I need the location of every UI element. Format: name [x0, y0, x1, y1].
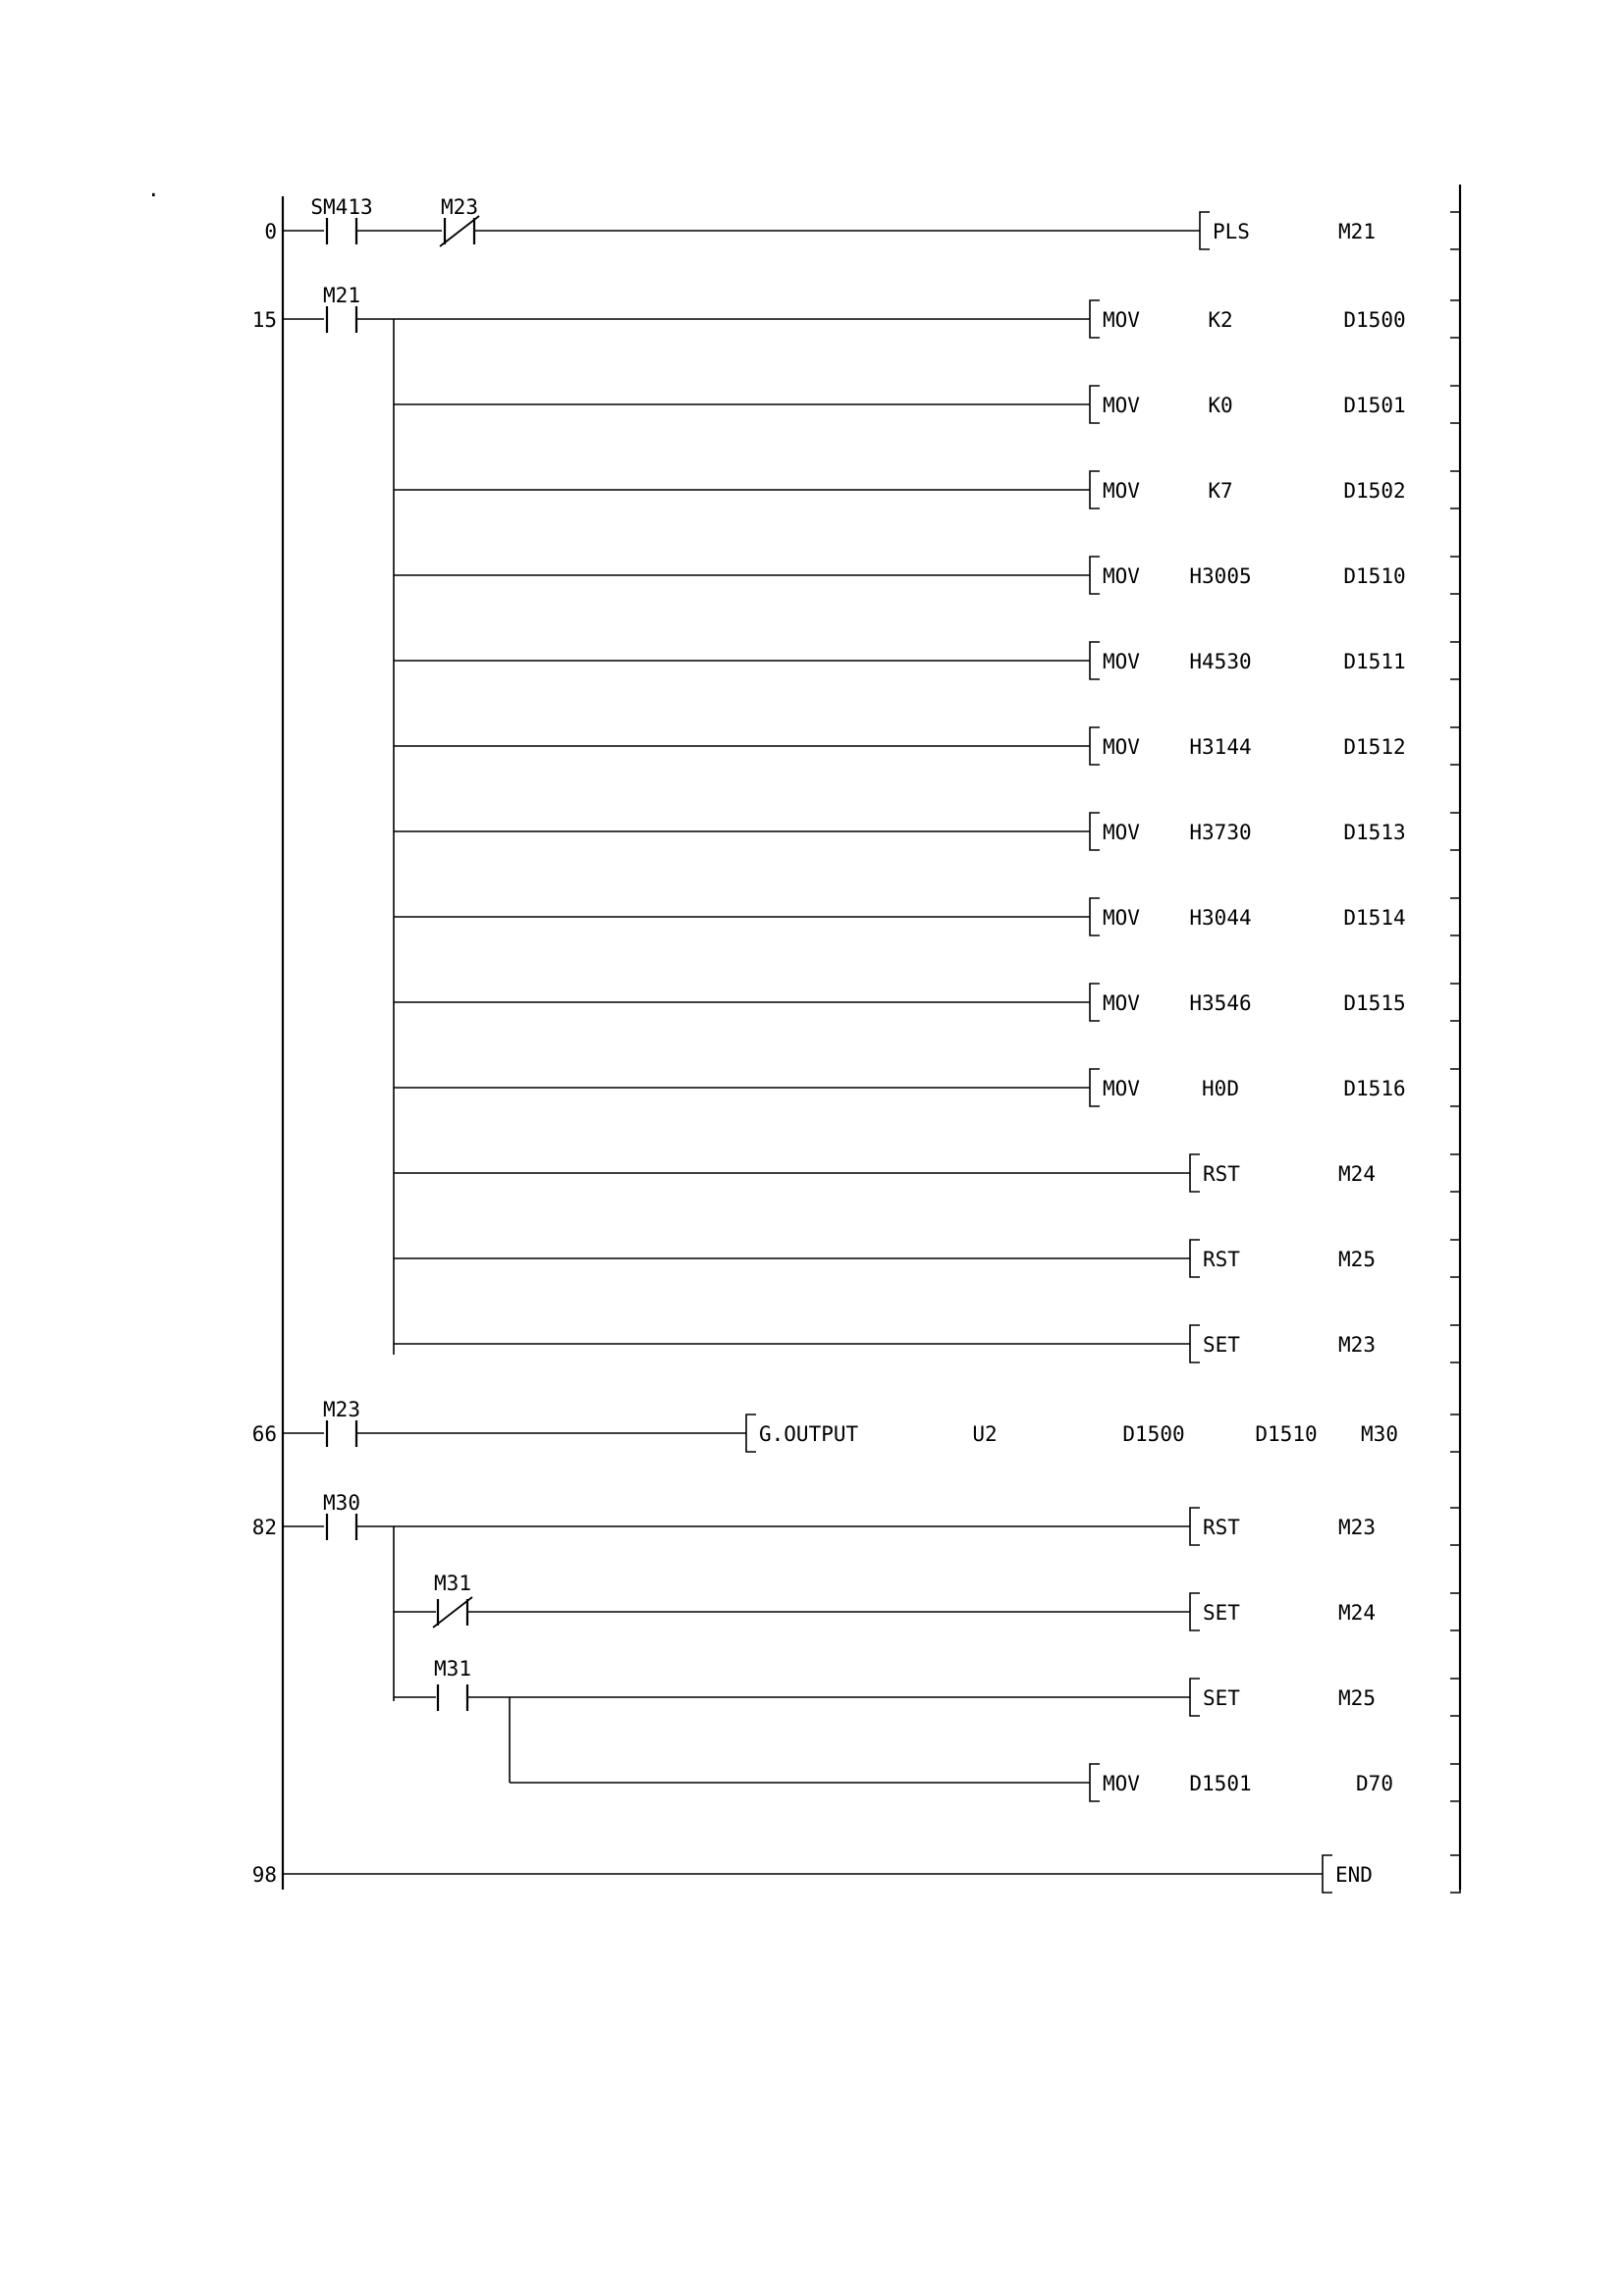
rung15-row4-right-bracket [1450, 557, 1460, 594]
operand-mov7-src: H3730 [1189, 821, 1252, 844]
instruction-rst-2: RST [1203, 1248, 1240, 1271]
rung15-row11-right-bracket [1450, 1154, 1460, 1192]
operand-mov10-dst: D1516 [1343, 1077, 1406, 1100]
rung15-row5-right-bracket [1450, 642, 1460, 679]
operand-set-m25: M25 [1338, 1686, 1376, 1710]
output-end[interactable] [1323, 1855, 1373, 1893]
operand-mov8-dst: D1514 [1343, 906, 1406, 930]
contact-m30-no-rung82[interactable] [327, 1514, 356, 1540]
operand-rst-m24: M24 [1338, 1162, 1376, 1186]
output-g-output[interactable] [746, 1415, 1398, 1452]
output-set-m25[interactable] [1190, 1679, 1376, 1716]
operand-mov8-src: H3044 [1189, 906, 1252, 930]
instruction-set-1: SET [1203, 1333, 1240, 1357]
step-number-15: 15 [251, 308, 277, 332]
output-mov-h3144-d1512[interactable] [1090, 727, 1406, 765]
rung98-right-bracket [1450, 1855, 1460, 1893]
rung0-right-bracket [1450, 212, 1460, 249]
instruction-mov-9: MOV [1103, 991, 1140, 1015]
operand-mov5-src: H4530 [1189, 650, 1252, 673]
rung15-row2-right-bracket [1450, 386, 1460, 423]
instruction-mov-1: MOV [1103, 308, 1140, 332]
output-set-m23[interactable] [1190, 1325, 1376, 1362]
operand-mov10-src: H0D [1202, 1077, 1239, 1100]
rung15-row3-right-bracket [1450, 471, 1460, 508]
contact-label-m21-rung15: M21 [323, 284, 360, 307]
operand-mov3-src: K7 [1208, 479, 1233, 503]
operand-mov4-dst: D1510 [1343, 564, 1406, 588]
contact-m23-no-rung66[interactable] [327, 1420, 356, 1447]
instruction-set-2: SET [1203, 1601, 1240, 1625]
contact-label-m30-rung82: M30 [323, 1491, 360, 1515]
instruction-rst-3: RST [1203, 1516, 1240, 1539]
rung15-row12-right-bracket [1450, 1240, 1460, 1277]
output-rst-m23[interactable] [1190, 1508, 1376, 1545]
output-mov-h3005-d1510[interactable] [1090, 557, 1406, 594]
contact-m31-nc[interactable] [433, 1597, 472, 1628]
instruction-mov-5: MOV [1103, 650, 1140, 673]
output-mov-h4530-d1511[interactable] [1090, 642, 1406, 679]
operand-rst-m23: M23 [1338, 1516, 1376, 1539]
operand-mov2-dst: D1501 [1343, 394, 1406, 417]
output-mov-h3730-d1513[interactable] [1090, 813, 1406, 850]
output-mov-k2-d1500[interactable] [1090, 300, 1406, 338]
operand-mov5-dst: D1511 [1343, 650, 1406, 673]
output-mov-d1501-d70[interactable] [1090, 1764, 1393, 1801]
operand-gout-d1500: D1500 [1122, 1422, 1185, 1446]
contact-label-m31-no: M31 [434, 1657, 471, 1681]
step-number-66: 66 [251, 1422, 277, 1446]
instruction-mov-7: MOV [1103, 821, 1140, 844]
step-number-98: 98 [251, 1863, 277, 1887]
instruction-mov-4: MOV [1103, 564, 1140, 588]
output-rst-m24[interactable] [1190, 1154, 1376, 1192]
output-mov-h3044-d1514[interactable] [1090, 898, 1406, 935]
operand-mov3-dst: D1502 [1343, 479, 1406, 503]
rung15-row9-right-bracket [1450, 984, 1460, 1021]
output-mov-k0-d1501[interactable] [1090, 386, 1406, 423]
instruction-mov-10: MOV [1103, 1077, 1140, 1100]
output-mov-h0d-d1516[interactable] [1090, 1069, 1406, 1106]
operand-mov4-src: H3005 [1189, 564, 1252, 588]
rung82-row1-right-bracket [1450, 1508, 1460, 1545]
rung15-row7-right-bracket [1450, 813, 1460, 850]
instruction-g-output: G.OUTPUT [759, 1422, 859, 1446]
operand-pls-m21: M21 [1338, 220, 1376, 243]
output-mov-h3546-d1515[interactable] [1090, 984, 1406, 1021]
output-set-m24[interactable] [1190, 1593, 1376, 1630]
operand-mov9-src: H3546 [1189, 991, 1252, 1015]
operand-mov9-dst: D1515 [1343, 991, 1406, 1015]
operand-mov1-dst: D1500 [1343, 308, 1406, 332]
rung15-row6-right-bracket [1450, 727, 1460, 765]
rung82-row2-right-bracket [1450, 1593, 1460, 1630]
operand-mov6-src: H3144 [1189, 735, 1252, 759]
contact-label-m23-rung66: M23 [323, 1398, 360, 1421]
operand-mov1-src: K2 [1208, 308, 1233, 332]
rung82-row4-right-bracket [1450, 1764, 1460, 1801]
operand-mov2-src: K0 [1208, 394, 1233, 417]
instruction-mov-11: MOV [1103, 1772, 1140, 1795]
operand-gout-d1510: D1510 [1255, 1422, 1318, 1446]
operand-mov7-dst: D1513 [1343, 821, 1406, 844]
step-number-0: 0 [264, 220, 277, 243]
instruction-mov-8: MOV [1103, 906, 1140, 930]
instruction-mov-3: MOV [1103, 479, 1140, 503]
operand-mov11-dst: D70 [1356, 1772, 1393, 1795]
page-dot-marker: . [147, 178, 160, 201]
step-number-82: 82 [251, 1516, 277, 1539]
output-pls-m21[interactable] [1200, 212, 1376, 249]
contact-m23-nc-rung0[interactable] [440, 216, 479, 246]
rung82-row3-right-bracket [1450, 1679, 1460, 1716]
operand-mov11-src: D1501 [1189, 1772, 1252, 1795]
contact-sm413-no[interactable] [327, 218, 356, 244]
contact-m21-no-rung15[interactable] [327, 306, 356, 333]
contact-label-m31-nc: M31 [434, 1572, 471, 1595]
instruction-set-3: SET [1203, 1686, 1240, 1710]
contact-label-sm413: SM413 [310, 195, 373, 219]
operand-mov6-dst: D1512 [1343, 735, 1406, 759]
rung15-row10-right-bracket [1450, 1069, 1460, 1106]
output-mov-k7-d1502[interactable] [1090, 471, 1406, 508]
operand-gout-m30: M30 [1361, 1422, 1398, 1446]
operand-set-m23: M23 [1338, 1333, 1376, 1357]
instruction-end: END [1335, 1863, 1373, 1887]
rung66-right-bracket [1450, 1415, 1460, 1452]
instruction-mov-6: MOV [1103, 735, 1140, 759]
instruction-rst-1: RST [1203, 1162, 1240, 1186]
rung15-row1-right-bracket [1450, 300, 1460, 338]
contact-m31-no[interactable] [438, 1684, 467, 1711]
operand-gout-u2: U2 [972, 1422, 998, 1446]
output-rst-m25[interactable] [1190, 1240, 1376, 1277]
operand-rst-m25: M25 [1338, 1248, 1376, 1271]
rung15-row8-right-bracket [1450, 898, 1460, 935]
rung15-row13-right-bracket [1450, 1325, 1460, 1362]
operand-set-m24: M24 [1338, 1601, 1376, 1625]
contact-label-m23-rung0: M23 [441, 195, 478, 219]
instruction-pls: PLS [1213, 220, 1250, 243]
instruction-mov-2: MOV [1103, 394, 1140, 417]
